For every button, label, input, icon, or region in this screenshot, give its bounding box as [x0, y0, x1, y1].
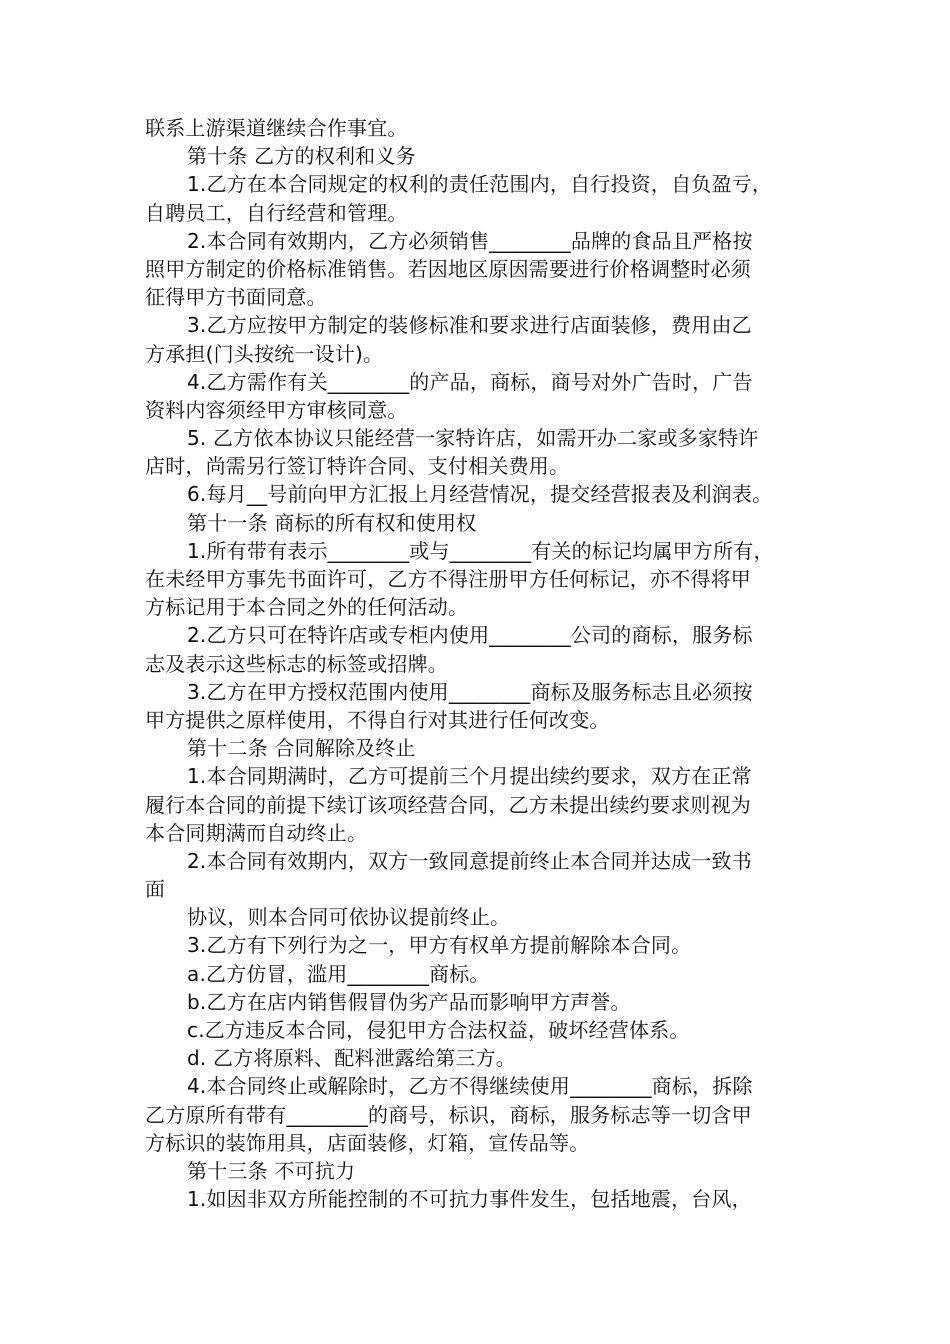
text-line: 第十一条 商标的所有权和使用权: [187, 510, 477, 535]
text-line: 在未经甲方事先书面许可，乙方不得注册甲方任何标记，亦不得将甲: [145, 567, 751, 591]
text-line: 方承担(门头按统一设计)。: [145, 341, 384, 366]
text-line: 2.本合同有效期内，乙方必须销售________品牌的食品且严格按: [187, 228, 753, 253]
text-line: 1.所有带有表示________或与________有关的标记均属甲方所有，: [187, 538, 774, 563]
text-line: 志及表示这些标志的标签或招牌。: [145, 651, 448, 676]
text-line: 乙方原所有带有________的商号，标识，商标，服务标志等一切含甲: [145, 1102, 752, 1127]
text-line: c.乙方违反本合同，侵犯甲方合法权益，破坏经营体系。: [187, 1018, 690, 1042]
text-line: 照甲方制定的价格标准销售。若因地区原因需要进行价格调整时必须: [145, 256, 751, 281]
text-line: 履行本合同的前提下续订该项经营合同，乙方未提出续约要求则视为: [145, 792, 751, 817]
text-line: 6.每月__号前向甲方汇报上月经营情况，提交经营报表及利润表。: [187, 482, 773, 507]
text-line: 面: [145, 877, 166, 902]
text-line: 店时，尚需另行签订特许合同、支付相关费用。: [145, 454, 570, 479]
text-line: 第十三条 不可抗力: [187, 1158, 356, 1183]
text-line: 4.乙方需作有关________的产品，商标，商号对外广告时，广告: [187, 369, 753, 394]
text-line: 甲方提供之原样使用，不得自行对其进行任何改变。: [145, 707, 610, 732]
text-line: b.乙方在店内销售假冒伪劣产品而影响甲方声誉。: [187, 989, 631, 1014]
text-line: 方标记用于本合同之外的任何活动。: [145, 595, 469, 620]
text-line: 征得甲方书面同意。: [145, 285, 327, 310]
text-line: 3.乙方有下列行为之一，甲方有权单方提前解除本合同。: [187, 933, 692, 958]
text-line: 联系上游渠道继续合作事宜。: [145, 116, 408, 140]
text-line: 方标识的装饰用具，店面装修，灯箱，宣传品等。: [145, 1130, 590, 1155]
text-line: 4.本合同终止或解除时，乙方不得继续使用________商标，拆除: [187, 1074, 753, 1099]
text-line: 1.如因非双方所能控制的不可抗力事件发生，包括地震，台风，: [187, 1187, 752, 1212]
text-line: 资料内容须经甲方审核同意。: [145, 397, 408, 422]
text-line: 2.乙方只可在特许店或专柜内使用________公司的商标，服务标: [187, 623, 753, 648]
text-line: 自聘员工，自行经营和管理。: [145, 200, 408, 225]
text-line: d. 乙方将原料、配料泄露给第三方。: [187, 1046, 517, 1071]
text-line: 1.本合同期满时，乙方可提前三个月提出续约要求，双方在正常: [187, 764, 752, 789]
text-line: 5. 乙方依本协议只能经营一家特许店，如需开办二家或多家特许: [187, 426, 759, 451]
text-line: 3.乙方应按甲方制定的装修标准和要求进行店面装修，费用由乙: [187, 313, 752, 338]
text-line: 本合同期满而自动终止。: [145, 820, 368, 845]
text-line: 第十二条 合同解除及终止: [187, 736, 416, 761]
text-line: 第十条 乙方的权利和义务: [187, 144, 416, 169]
text-line: a.乙方仿冒，滥用________商标。: [187, 961, 490, 986]
text-line: 3.乙方在甲方授权范围内使用________商标及服务标志且必须按: [187, 679, 753, 704]
text-line: 协议，则本合同可依协议提前终止。: [187, 905, 511, 930]
contract-body: [145, 114, 815, 1213]
text-line: 2.本合同有效期内，双方一致同意提前终止本合同并达成一致书: [187, 848, 752, 873]
text-line: 1.乙方在本合同规定的权利的责任范围内，自行投资，自负盈亏，: [187, 172, 773, 197]
